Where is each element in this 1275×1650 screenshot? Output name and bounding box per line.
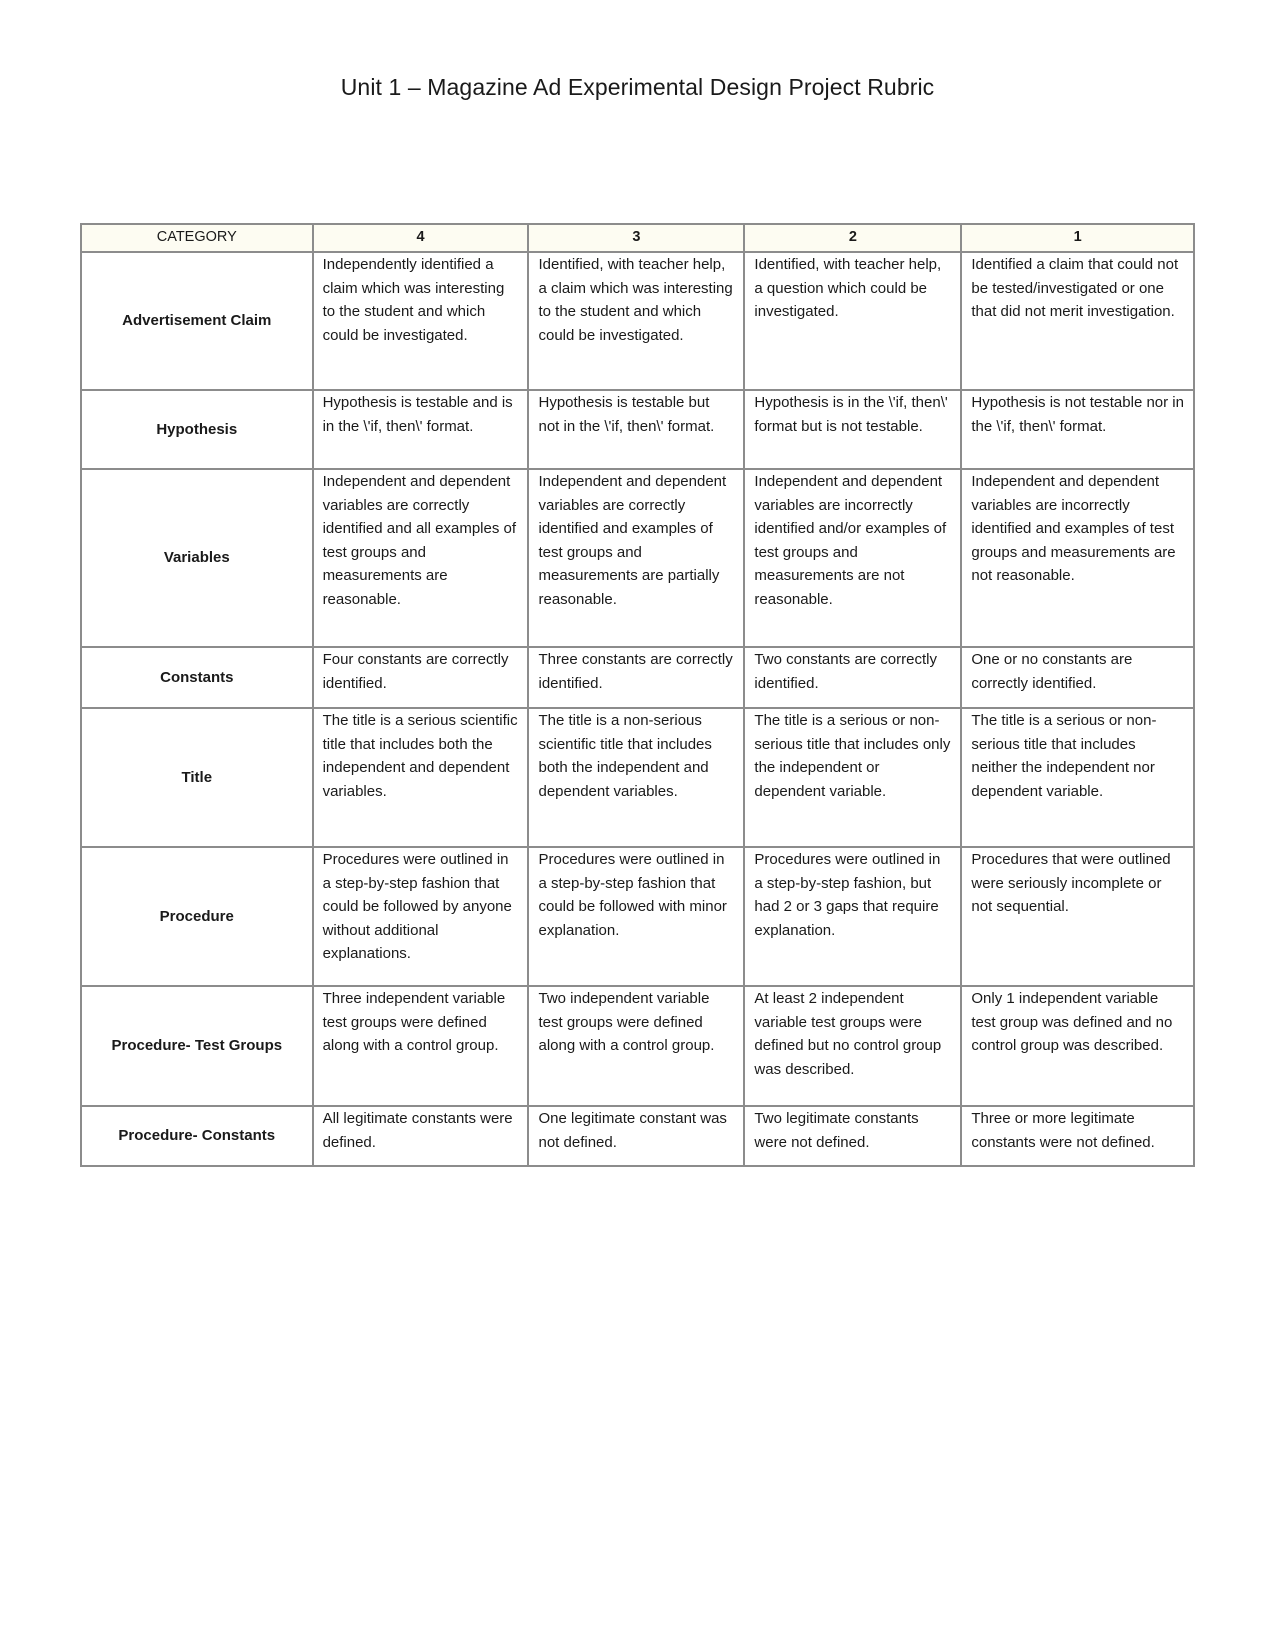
criteria-cell: Hypothesis is in the \'if, then\' format but is not testable.: [744, 390, 961, 469]
criteria-cell: Independent and dependent variables are incorrectly identified and examples of test groups and measurements are not reasonable.: [961, 469, 1194, 647]
criteria-cell: Procedures were outlined in a step-by-step fashion, but had 2 or 3 gaps that require explanation.: [744, 847, 961, 986]
header-row: [81, 224, 1194, 252]
category-cell: Procedure: [81, 847, 313, 986]
criteria-cell: Two independent variable test groups were defined along with a control group.: [528, 986, 744, 1106]
criteria-cell: All legitimate constants were defined.: [313, 1106, 529, 1166]
criteria-cell: Three independent variable test groups were defined along with a control group.: [313, 986, 529, 1106]
header-score-1: 1: [961, 224, 1194, 252]
criteria-cell: Procedures were outlined in a step-by-step fashion that could be followed by anyone without additional explanations.: [313, 847, 529, 986]
criteria-cell: Independent and dependent variables are correctly identified and all examples of test groups and measurements are reasonable.: [313, 469, 529, 647]
category-cell: Constants: [81, 647, 313, 708]
criteria-cell: The title is a serious scientific title that includes both the independent and dependent variables.: [313, 708, 529, 847]
criteria-cell: Three or more legitimate constants were not defined.: [961, 1106, 1194, 1166]
criteria-cell: At least 2 independent variable test groups were defined but no control group was described.: [744, 986, 961, 1106]
criteria-cell: Only 1 independent variable test group was defined and no control group was described.: [961, 986, 1194, 1106]
criteria-cell: Hypothesis is testable and is in the \'if, then\' format.: [313, 390, 529, 469]
criteria-cell: Two legitimate constants were not defined.: [744, 1106, 961, 1166]
rubric-row-procedure-test-groups: [81, 986, 1194, 1106]
category-cell: Variables: [81, 469, 313, 647]
criteria-cell: Independent and dependent variables are incorrectly identified and/or examples of test groups and measurements are not reasonable.: [744, 469, 961, 647]
rubric-table: [80, 223, 1195, 1167]
criteria-cell: Procedures that were outlined were seriously incomplete or not sequential.: [961, 847, 1194, 986]
criteria-cell: The title is a serious or non-serious title that includes neither the independent nor dependent variable.: [961, 708, 1194, 847]
criteria-cell: Independently identified a claim which was interesting to the student and which could be investigated.: [313, 252, 529, 390]
criteria-cell: One legitimate constant was not defined.: [528, 1106, 744, 1166]
category-cell: Hypothesis: [81, 390, 313, 469]
criteria-cell: Independent and dependent variables are correctly identified and examples of test groups and measurements are partially reasonable.: [528, 469, 744, 647]
criteria-cell: Two constants are correctly identified.: [744, 647, 961, 708]
rubric-row-procedure-constants: [81, 1106, 1194, 1166]
criteria-cell: One or no constants are correctly identified.: [961, 647, 1194, 708]
criteria-cell: Three constants are correctly identified.: [528, 647, 744, 708]
rubric-row-variables: [81, 469, 1194, 647]
category-cell: Advertisement Claim: [81, 252, 313, 390]
rubric-row-hypothesis: [81, 390, 1194, 469]
criteria-cell: Hypothesis is testable but not in the \'if, then\' format.: [528, 390, 744, 469]
header-score-4: 4: [313, 224, 529, 252]
rubric-row-advertisement-claim: [81, 252, 1194, 390]
header-category: CATEGORY: [81, 224, 313, 252]
criteria-cell: Four constants are correctly identified.: [313, 647, 529, 708]
rubric-row-procedure: [81, 847, 1194, 986]
page-title: Unit 1 – Magazine Ad Experimental Design Project Rubric: [340, 74, 935, 100]
rubric-row-constants: [81, 647, 1194, 708]
category-cell: Procedure- Constants: [81, 1106, 313, 1166]
rubric-row-title: [81, 708, 1194, 847]
criteria-cell: Identified a claim that could not be tested/investigated or one that did not merit investigation.: [961, 252, 1194, 390]
criteria-cell: The title is a non-serious scientific title that includes both the independent and dependent variables.: [528, 708, 744, 847]
criteria-cell: Identified, with teacher help, a question which could be investigated.: [744, 252, 961, 390]
criteria-cell: Procedures were outlined in a step-by-step fashion that could be followed with minor explanation.: [528, 847, 744, 986]
category-cell: Title: [81, 708, 313, 847]
criteria-cell: Hypothesis is not testable nor in the \'if, then\' format.: [961, 390, 1194, 469]
criteria-cell: The title is a serious or non-serious title that includes only the independent or dependent variable.: [744, 708, 961, 847]
header-score-3: 3: [528, 224, 744, 252]
header-score-2: 2: [744, 224, 961, 252]
category-cell: Procedure- Test Groups: [81, 986, 313, 1106]
criteria-cell: Identified, with teacher help, a claim which was interesting to the student and which could be investigated.: [528, 252, 744, 390]
